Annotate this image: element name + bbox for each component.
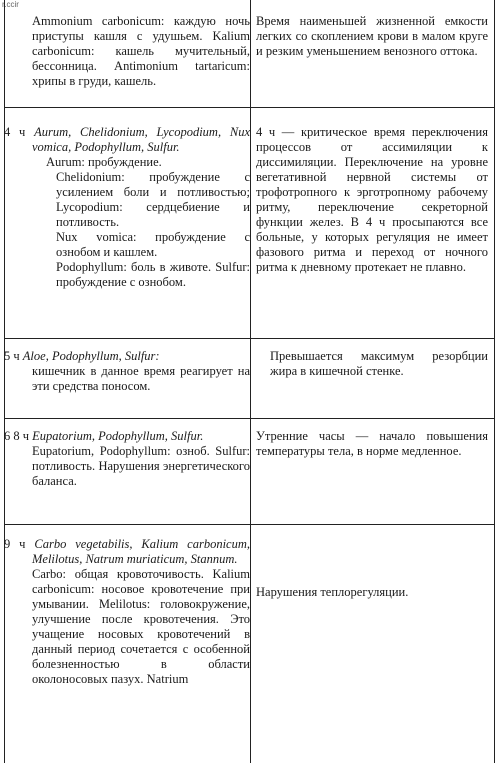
time-label: 5 ч	[4, 349, 20, 363]
remedy-list: Aloe, Podophyllum, Sulfur:	[22, 349, 160, 363]
row-separator	[4, 338, 494, 339]
table-column-divider	[250, 0, 251, 763]
physiology-cell	[256, 429, 488, 459]
remedy-note: Aurum: пробуждение.	[46, 155, 162, 169]
table-border-right	[494, 0, 495, 763]
physiology-cell	[256, 14, 488, 59]
remedy-note: Nux vomica: пробуждение с ознобом и кашлем.	[56, 230, 250, 259]
remedy-cell	[4, 125, 250, 290]
physiology-text: 4 ч — критическое время переключения процессов от ассимиляции к диссимиляции. Переключение на уровне вегетативной нервной системы от трофотропного к эрготропному рабочему ритму, переключение секреторной функции желез. В 4 ч просыпаются все больные, у которых регуляция не имеет фазового ритма и переход от ночного ритма к дневному протекает не плавно.	[256, 125, 488, 274]
remedy-note: кишечник в данное время реагирует на эти средства поносом.	[32, 364, 250, 393]
watermark: r.ccir	[2, 0, 19, 9]
row-separator	[4, 418, 494, 419]
time-label: 9 ч	[4, 537, 26, 551]
remedy-cell	[4, 429, 250, 489]
time-label: 4 ч	[4, 125, 26, 139]
remedy-list: Aurum, Chelidonium, Lycopodium, Nux vomica, Podophyllum, Sulfur.	[32, 125, 250, 154]
physiology-text: Утренние часы — начало повышения температуры тела, в норме медленное.	[256, 429, 488, 458]
remedy-cell	[4, 14, 250, 89]
remedy-cell	[4, 349, 250, 394]
physiology-text: Время наименьшей жизненной емкости легких со скоплением крови в малом круге и резким уменьшением венозного оттока.	[256, 14, 488, 58]
remedy-note: Eupatorium, Podophyllum: озноб. Sulfur: потливость. Нарушения энергетического баланса.	[32, 444, 250, 488]
row-separator	[4, 524, 494, 525]
physiology-text: Нарушения теплорегуляции.	[256, 585, 409, 599]
remedy-cell	[4, 537, 250, 687]
physiology-cell	[256, 585, 488, 600]
physiology-text: Превышается максимум резорбции жира в кишечной стенке.	[270, 349, 488, 378]
remedy-text: Ammonium carbonicum: каждую ночь приступы кашля с удушьем. Kalium carbonicum: кашель мучительный, бессонница. Antimonium tartaricum: хрипы в груди, кашель.	[32, 14, 250, 88]
remedy-note: Carbo: общая кровоточивость. Kalium carbonicum: носовое кровотечение при умывании. Melilotus: головокружение, улучшение после кровотечения. Это учащение носовых кровотечений в данный период сочетается с особенной болезненностью в области околоносовых пазух. Natrium	[32, 567, 250, 686]
remedy-note: Podophyllum: боль в животе. Sulfur: пробуждение с ознобом.	[56, 260, 250, 289]
row-separator	[4, 107, 494, 108]
remedy-list: Eupatorium, Podophyllum, Sulfur.	[32, 429, 204, 443]
remedy-note: Chelidonium: пробуждение с усилением боли и потливостью; Lycopodium: сердцебиение и потливость.	[56, 170, 250, 229]
physiology-cell	[256, 125, 488, 275]
time-label: 6 8 ч	[4, 429, 30, 443]
physiology-cell	[256, 349, 488, 379]
remedy-list: Carbo vegetabilis, Kalium carbonicum, Melilotus, Natrum muriaticum, Stannum.	[32, 537, 250, 566]
